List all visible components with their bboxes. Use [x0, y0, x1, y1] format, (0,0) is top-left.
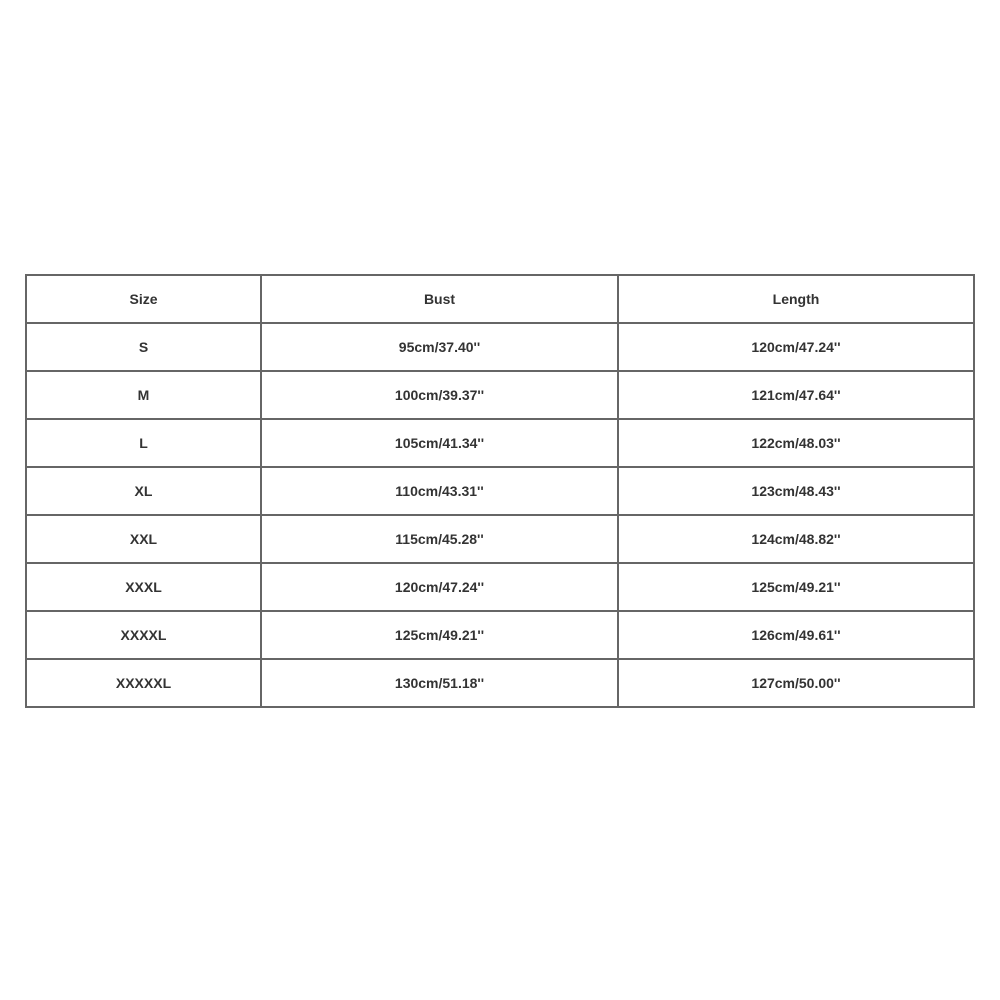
cell-length: 123cm/48.43'': [618, 467, 974, 515]
table-row: [26, 323, 974, 371]
cell-bust: 110cm/43.31'': [261, 467, 618, 515]
cell-length: 121cm/47.64'': [618, 371, 974, 419]
table-row: [26, 611, 974, 659]
header-bust: Bust: [261, 275, 618, 323]
cell-size: XXXXXL: [26, 659, 261, 707]
cell-length: 125cm/49.21'': [618, 563, 974, 611]
table-row: [26, 515, 974, 563]
cell-size: XXXXL: [26, 611, 261, 659]
cell-bust: 105cm/41.34'': [261, 419, 618, 467]
cell-length: 120cm/47.24'': [618, 323, 974, 371]
table-row: [26, 659, 974, 707]
table-row: [26, 467, 974, 515]
table-row: [26, 419, 974, 467]
cell-bust: 130cm/51.18'': [261, 659, 618, 707]
cell-length: 127cm/50.00'': [618, 659, 974, 707]
cell-size: XL: [26, 467, 261, 515]
header-length: Length: [618, 275, 974, 323]
cell-bust: 100cm/39.37'': [261, 371, 618, 419]
cell-length: 124cm/48.82'': [618, 515, 974, 563]
table-row: [26, 371, 974, 419]
table-header-row: [26, 275, 974, 323]
cell-bust: 95cm/37.40'': [261, 323, 618, 371]
cell-length: 126cm/49.61'': [618, 611, 974, 659]
cell-bust: 120cm/47.24'': [261, 563, 618, 611]
cell-bust: 125cm/49.21'': [261, 611, 618, 659]
cell-size: XXL: [26, 515, 261, 563]
cell-size: XXXL: [26, 563, 261, 611]
cell-size: L: [26, 419, 261, 467]
cell-length: 122cm/48.03'': [618, 419, 974, 467]
header-size: Size: [26, 275, 261, 323]
table-row: [26, 563, 974, 611]
cell-bust: 115cm/45.28'': [261, 515, 618, 563]
cell-size: M: [26, 371, 261, 419]
size-chart-table: [25, 274, 975, 708]
cell-size: S: [26, 323, 261, 371]
